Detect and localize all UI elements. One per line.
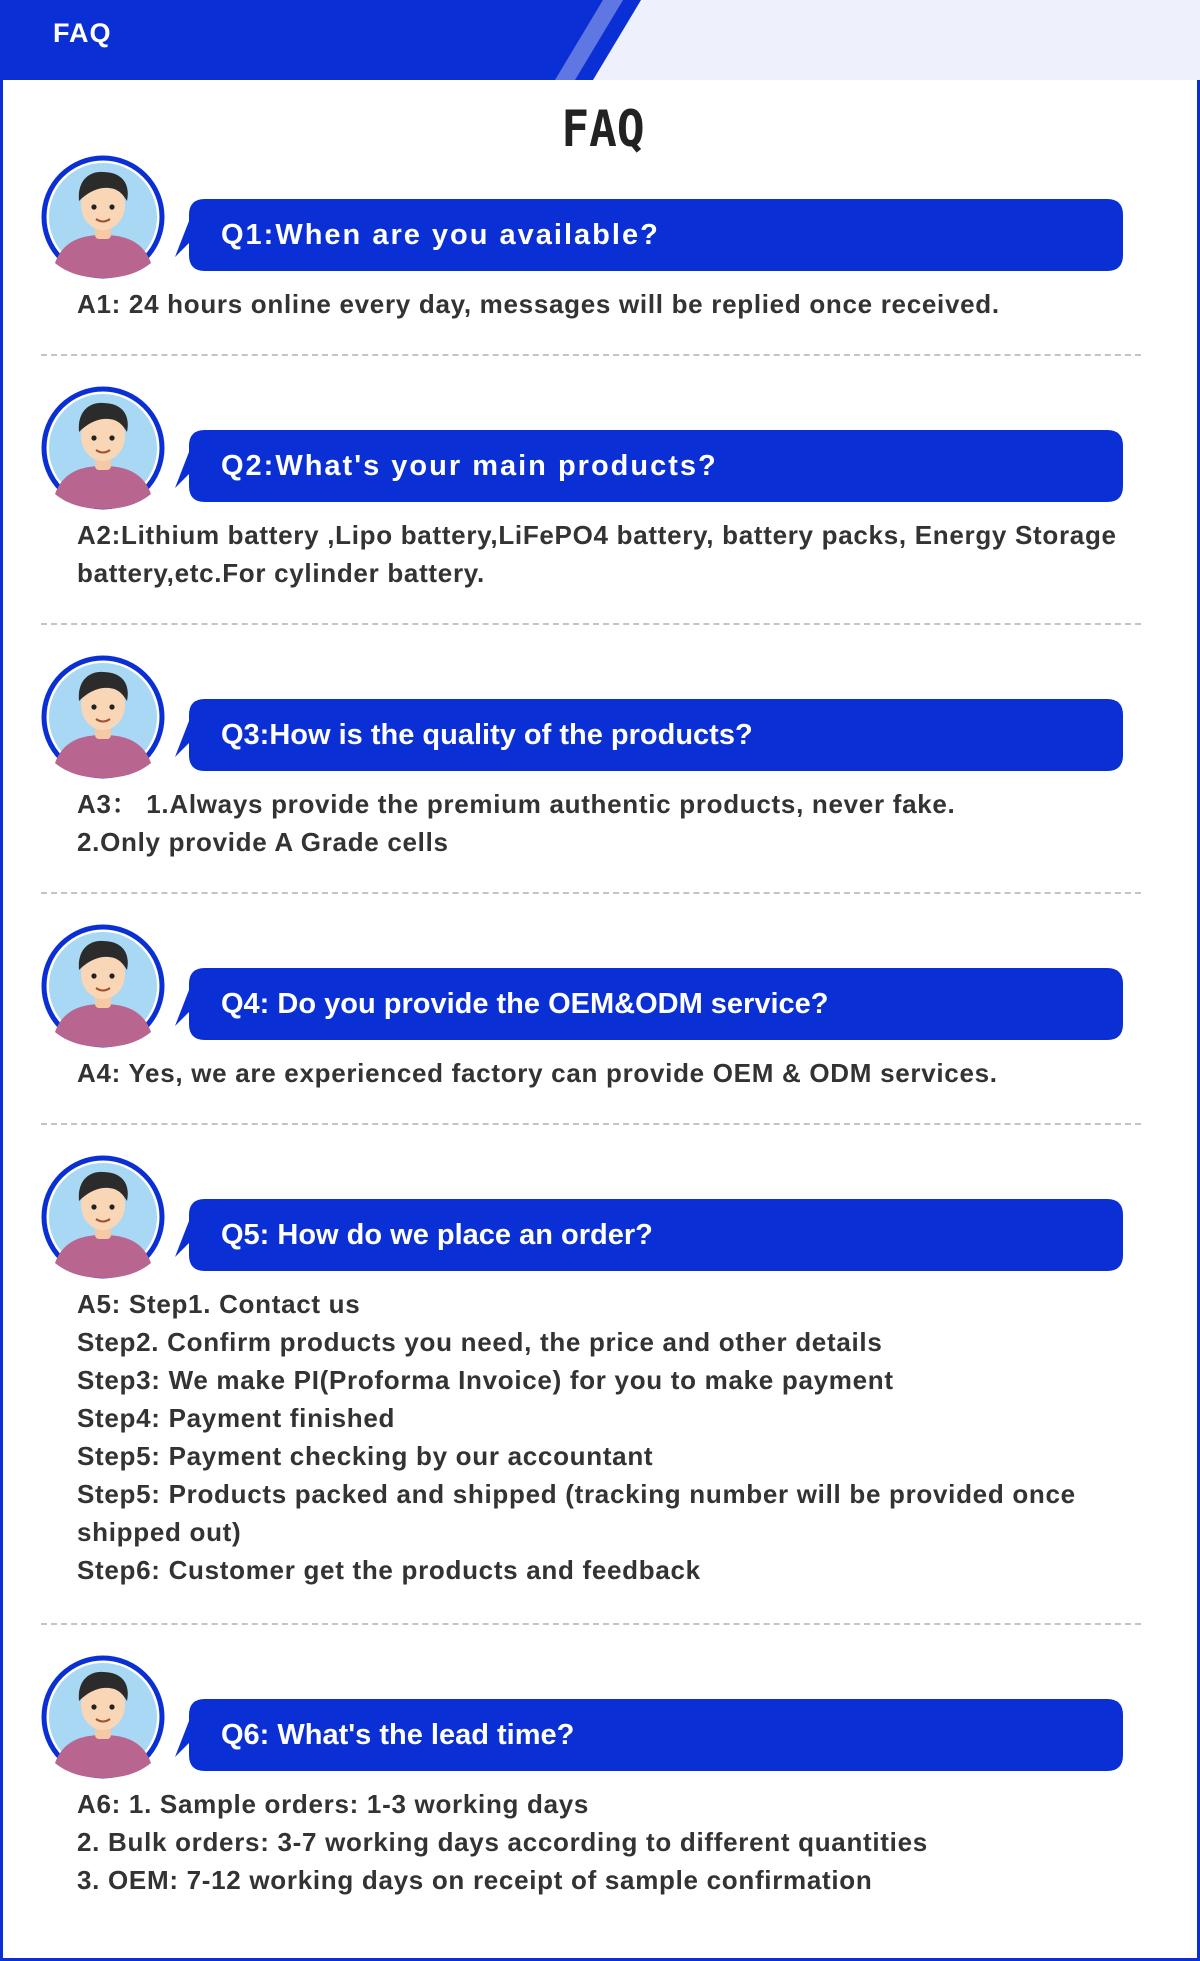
question-bubble[interactable] [175,968,1123,1040]
divider [41,354,1141,356]
header-bar [3,0,1200,80]
header-tab-label: FAQ [53,18,112,48]
question-text: Q1:When are you available? [221,219,660,251]
answer-line: A2:Lithium battery ,Lipo battery,LiFePO4 battery, battery packs, Energy Storage [77,520,1117,550]
question-bubble[interactable] [175,1699,1123,1771]
answer-line: 3. OEM: 7-12 working days on receipt of sample confirmation [77,1865,873,1895]
answer-line: Step5: Payment checking by our accountant [77,1441,654,1471]
answer-line: battery,etc.For cylinder battery. [77,558,485,588]
question-bubble[interactable] [175,199,1123,271]
answer-text [77,285,1137,323]
header-shape [3,0,1200,80]
answer-line: A6: 1. Sample orders: 1-3 working days [77,1789,590,1819]
avatar-icon [41,655,165,779]
answer-line: shipped out) [77,1517,242,1547]
answer-line: Step2. Confirm products you need, the price and other details [77,1327,883,1357]
page-title: FAQ [561,100,645,158]
answer-line: 2. Bulk orders: 3-7 working days according to different quantities [77,1827,928,1857]
answer-line: A5: Step1. Contact us [77,1289,361,1319]
question-bubble[interactable] [175,430,1123,502]
divider [41,623,1141,625]
answer-line: Step3: We make PI(Proforma Invoice) for you to make payment [77,1365,894,1395]
question-bubble[interactable] [175,699,1123,771]
answer-text [77,1785,1137,1899]
answer-text [77,1285,1137,1589]
answer-text [77,1054,1137,1092]
answer-line: Step5: Products packed and shipped (tracking number will be provided once [77,1479,1076,1509]
question-text: Q3:How is the quality of the products? [221,719,753,751]
divider [41,1123,1141,1125]
answer-text [77,516,1137,592]
question-text: Q6: What's the lead time? [221,1719,575,1751]
avatar-icon [41,1155,165,1279]
question-text: Q5: How do we place an order? [221,1219,653,1251]
answer-line: Step6: Customer get the products and feedback [77,1555,701,1585]
divider [41,892,1141,894]
avatar-icon [41,155,165,279]
question-text: Q2:What's your main products? [221,450,718,482]
avatar-icon [41,924,165,1048]
answer-line: A4: Yes, we are experienced factory can provide OEM & ODM services. [77,1058,998,1088]
avatar-icon [41,386,165,510]
divider [41,1623,1141,1625]
answer-line: 2.Only provide A Grade cells [77,827,449,857]
answer-line: A3： 1.Always provide the premium authentic products, never fake. [77,789,956,819]
question-bubble[interactable] [175,1199,1123,1271]
answer-line: Step4: Payment finished [77,1403,396,1433]
question-text: Q4: Do you provide the OEM&ODM service? [221,988,829,1020]
answer-line: A1: 24 hours online every day, messages will be replied once received. [77,289,1000,319]
answer-text [77,785,1137,861]
avatar-icon [41,1655,165,1779]
